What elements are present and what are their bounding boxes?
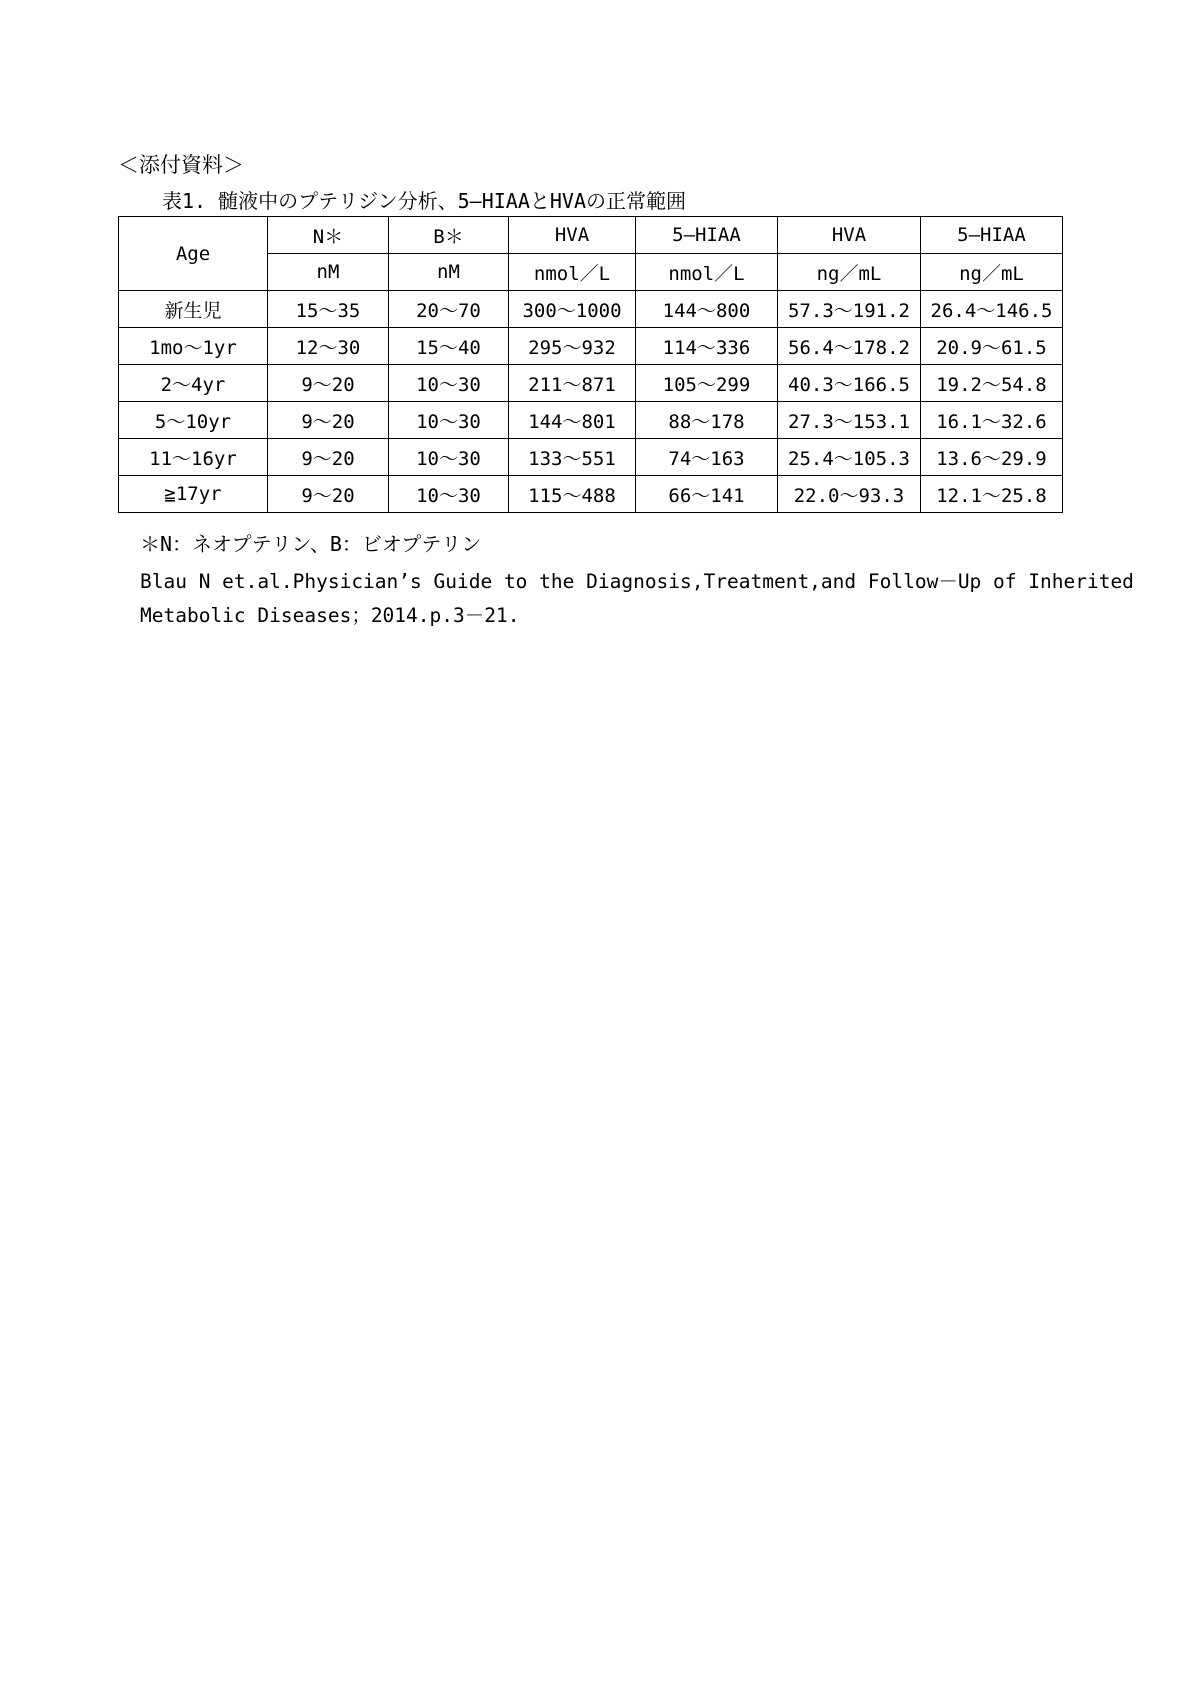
value-cell: 211〜871	[509, 365, 636, 402]
abbreviation-footnote: ＊N：ネオプテリン、B：ビオプテリン	[140, 532, 482, 556]
value-cell: 10〜30	[389, 402, 509, 439]
value-cell: 57.3〜191.2	[778, 291, 921, 328]
value-cell: 115〜488	[509, 476, 636, 513]
value-cell: 9〜20	[268, 402, 389, 439]
table-header-row	[119, 217, 1063, 254]
value-cell: 66〜141	[636, 476, 778, 513]
value-cell: 105〜299	[636, 365, 778, 402]
column-header: B＊	[389, 217, 509, 254]
age-header: Age	[119, 217, 268, 291]
value-cell: 10〜30	[389, 439, 509, 476]
age-cell: 11〜16yr	[119, 439, 268, 476]
table-row	[119, 328, 1063, 365]
age-cell: 5〜10yr	[119, 402, 268, 439]
attachment-heading: ＜添付資料＞	[118, 153, 244, 177]
value-cell: 15〜35	[268, 291, 389, 328]
normal-range-table	[118, 216, 1063, 513]
value-cell: 10〜30	[389, 365, 509, 402]
value-cell: 26.4〜146.5	[921, 291, 1063, 328]
column-header: HVA	[778, 217, 921, 254]
citation-line: Blau N et.al.Physician’s Guide to the Diagnosis,Treatment,and Follow－Up of Inherited	[140, 570, 1134, 593]
value-cell: 16.1〜32.6	[921, 402, 1063, 439]
column-header: 5―HIAA	[921, 217, 1063, 254]
value-cell: 74〜163	[636, 439, 778, 476]
table-row	[119, 402, 1063, 439]
value-cell: 27.3〜153.1	[778, 402, 921, 439]
unit-header: nM	[268, 254, 389, 291]
value-cell: 25.4〜105.3	[778, 439, 921, 476]
column-header: HVA	[509, 217, 636, 254]
value-cell: 20〜70	[389, 291, 509, 328]
age-cell: 1mo〜1yr	[119, 328, 268, 365]
value-cell: 300〜1000	[509, 291, 636, 328]
value-cell: 19.2〜54.8	[921, 365, 1063, 402]
value-cell: 20.9〜61.5	[921, 328, 1063, 365]
column-header: 5―HIAA	[636, 217, 778, 254]
age-cell: 2〜4yr	[119, 365, 268, 402]
column-header: N＊	[268, 217, 389, 254]
table-row	[119, 365, 1063, 402]
value-cell: 133〜551	[509, 439, 636, 476]
value-cell: 9〜20	[268, 365, 389, 402]
value-cell: 40.3〜166.5	[778, 365, 921, 402]
table-row	[119, 439, 1063, 476]
value-cell: 12〜30	[268, 328, 389, 365]
unit-header: ng／mL	[921, 254, 1063, 291]
value-cell: 12.1〜25.8	[921, 476, 1063, 513]
table-row	[119, 291, 1063, 328]
value-cell: 88〜178	[636, 402, 778, 439]
unit-header: nmol／L	[509, 254, 636, 291]
unit-header: ng／mL	[778, 254, 921, 291]
value-cell: 56.4〜178.2	[778, 328, 921, 365]
value-cell: 22.0〜93.3	[778, 476, 921, 513]
value-cell: 144〜800	[636, 291, 778, 328]
value-cell: 9〜20	[268, 439, 389, 476]
value-cell: 144〜801	[509, 402, 636, 439]
value-cell: 10〜30	[389, 476, 509, 513]
citation-line: Metabolic Diseases；2014.p.3－21.	[140, 604, 520, 627]
value-cell: 13.6〜29.9	[921, 439, 1063, 476]
value-cell: 114〜336	[636, 328, 778, 365]
age-cell: ≧17yr	[119, 476, 268, 513]
unit-header: nM	[389, 254, 509, 291]
unit-header: nmol／L	[636, 254, 778, 291]
age-cell: 新生児	[119, 291, 268, 328]
table-caption: 表1. 髄液中のプテリジン分析、5―HIAAとHVAの正常範囲	[162, 189, 686, 213]
value-cell: 9〜20	[268, 476, 389, 513]
reference-citation	[140, 565, 1134, 633]
value-cell: 295〜932	[509, 328, 636, 365]
table-row	[119, 476, 1063, 513]
value-cell: 15〜40	[389, 328, 509, 365]
